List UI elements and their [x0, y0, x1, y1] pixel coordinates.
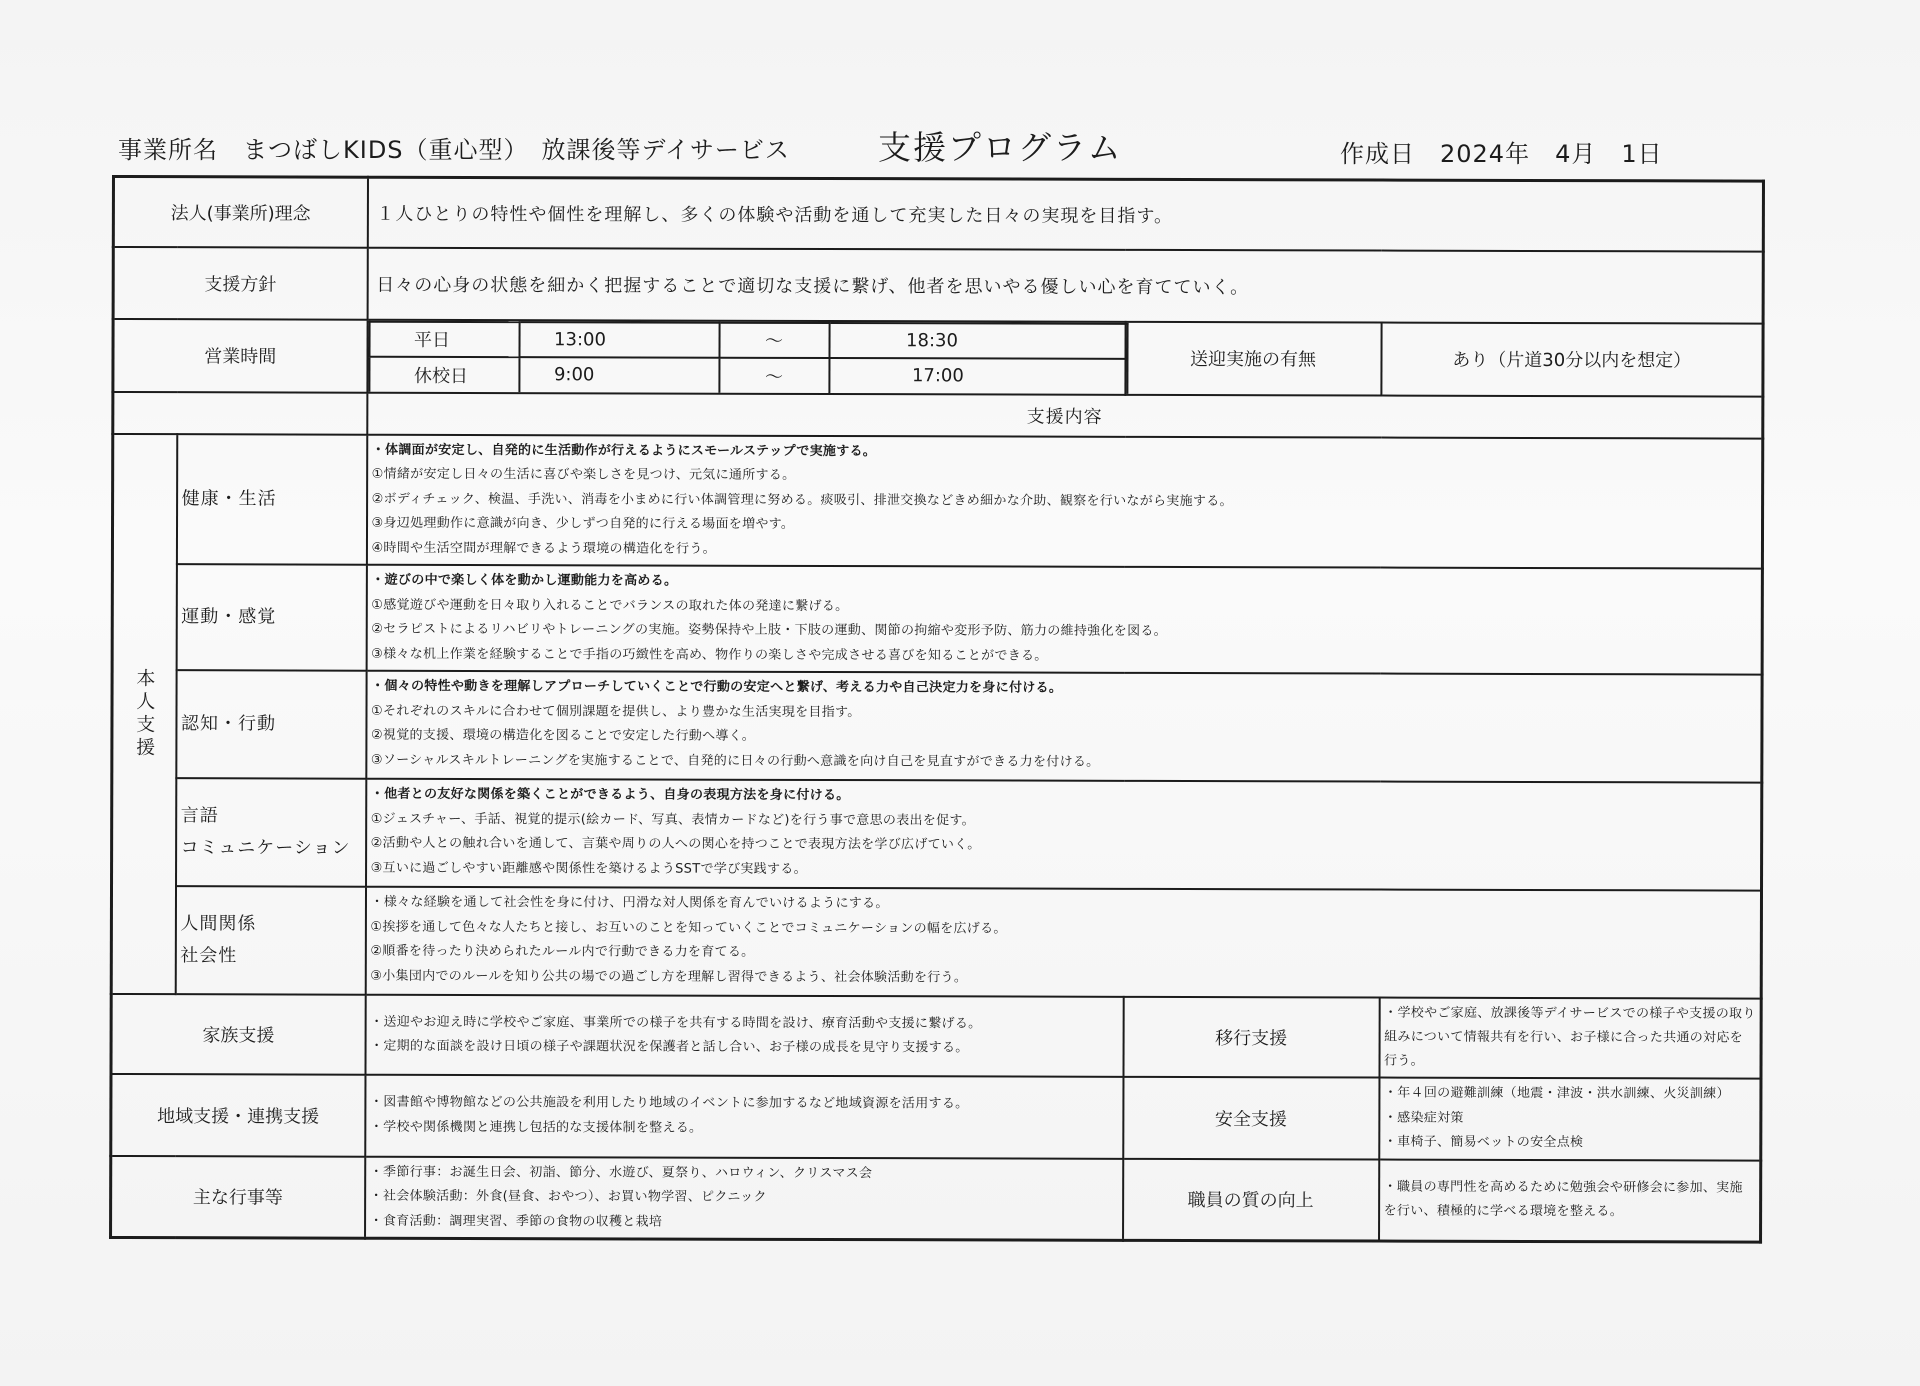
- weekday-sep: ～: [719, 322, 829, 357]
- office-name: 事業所名 まつばしKIDS（重心型） 放課後等デイサービス: [118, 136, 790, 164]
- safety-support-label: 安全支援: [1123, 1077, 1379, 1159]
- area-item: ②順番を待ったり決められたルール内で行動できる力を育てる。: [370, 943, 755, 960]
- holiday-end: 17:00: [829, 358, 1127, 394]
- area-item: ②活動や人との触れ合いを通して、言葉や周りの人への関心を持つことで表現方法を学び広げていく。: [370, 835, 981, 853]
- area-goal: ・他者との友好な関係を築くことができるよう、自身の表現方法を身に付ける。: [370, 786, 850, 804]
- family-support-label: 家族支援: [111, 994, 365, 1075]
- area-item: ①情緒が安定し日々の生活に喜びや楽しさを見つけ、元気に通所する。: [371, 466, 796, 483]
- area-row-motor: [112, 564, 1762, 675]
- area-label-communication: [176, 778, 366, 887]
- area-item: ③様々な机上作業を経験することで手指の巧緻性を高め、物作りの楽しさや完成させる喜びを知ることができる。: [371, 646, 1048, 664]
- weekday-start: 13:00: [519, 322, 719, 358]
- area-row-cognition: [112, 670, 1762, 783]
- area-item: ③小集団内でのルールを知り公共の場での過ごし方を理解し習得できるよう、社会体験活動を行う。: [370, 968, 968, 985]
- area-content-communication: [366, 779, 1762, 891]
- area-item: ①それぞれのスキルに合わせて個別課題を提供し、より豊かな生活実現を目指す。: [370, 703, 861, 720]
- area-name-line: コミュニケーション: [180, 837, 351, 859]
- area-goal: ・個々の特性や動きを理解しアプローチしていくことで行動の安定へと繋げ、考える力や自己決定力を身に付ける。: [371, 678, 1063, 696]
- holiday-label: 休校日: [369, 356, 519, 391]
- area-name-line: 言語: [180, 805, 219, 827]
- events-item: ・社会体験活動：外食(昼食、おやつ）、お買い物学習、ピクニック: [369, 1188, 767, 1205]
- personal-support-label: 本人支援: [133, 667, 156, 760]
- events-label: 主な行事等: [111, 1156, 365, 1239]
- family-support-item: ・定期的な面談を設け日頃の様子や課題状況を保護者と話し合い、お子様の成長を見守り支援する。: [370, 1038, 969, 1056]
- area-content-motor: [366, 565, 1762, 675]
- philosophy-text: １人ひとりの特性や個性を理解し、多くの体験や活動を通して充実した日々の実現を目指す。: [367, 177, 1763, 251]
- area-goal: ・体調面が安定し、自発的に生活動作が行えるようにスモールステップで実施する。: [371, 442, 877, 459]
- area-label-health: [176, 434, 366, 565]
- area-item: ①ジェスチャー、手話、視覚的提示(絵カード、写真、表情カードなど)を行う事で意思の表出を促す。: [370, 811, 976, 828]
- hours-table: [368, 320, 1128, 393]
- weekday-end: 18:30: [829, 323, 1127, 359]
- hours-label: 営業時間: [113, 319, 367, 393]
- events-row: [111, 1156, 1761, 1243]
- transport-label: 送迎実施の有無: [1125, 321, 1381, 395]
- policy-label: 支援方針: [113, 247, 367, 320]
- hours-row: [113, 319, 1763, 397]
- transition-support-label: 移行支援: [1123, 997, 1379, 1078]
- area-label-cognition: [176, 670, 366, 779]
- area-name-line: 社会性: [180, 945, 238, 967]
- transition-support-item: ・学校やご家庭、放課後等デイサービスでの様子や支援の取り組みについて情報共有を行い、お子様に合った共通の対応を行う。: [1384, 1005, 1756, 1069]
- hours-holiday-row: [369, 356, 1127, 393]
- area-item: ④時間や生活空間が理解できるよう環境の構造化を行う。: [371, 540, 716, 557]
- weekday-label: 平日: [369, 321, 519, 356]
- policy-row: [113, 247, 1763, 324]
- transport-value: あり（片道30分以内を想定）: [1381, 322, 1763, 396]
- program-table-frame: [109, 175, 1762, 1230]
- area-content-cognition: [366, 671, 1762, 783]
- policy-text: 日々の心身の状態を細かく把握することで適切な支援に繋げ、他者を思いやる優しい心を育てていく。: [367, 247, 1763, 323]
- transition-support-content: [1379, 998, 1761, 1079]
- staff-quality-content: [1379, 1159, 1761, 1242]
- area-name-line: 運動・感覚: [181, 606, 277, 628]
- support-heading-spacer: [113, 392, 367, 435]
- personal-support-label-cell: [111, 434, 177, 995]
- community-row: [111, 1074, 1761, 1160]
- community-support-item: ・学校や関係機関と連携し包括的な支援体制を整える。: [369, 1119, 703, 1136]
- area-item: ①感覚遊びや運動を日々取り入れることでバランスの取れた体の発達に繋げる。: [371, 597, 849, 614]
- events-content: [365, 1156, 1123, 1240]
- area-name-line: 認知・行動: [180, 713, 276, 735]
- staff-quality-label: 職員の質の向上: [1123, 1158, 1379, 1241]
- area-row-social: [111, 886, 1761, 999]
- area-item: ③互いに過ごしやすい距離感や関係性を築けるようSSTで学び実践する。: [370, 860, 807, 877]
- area-item: ①挨拶を通して色々な人たちと接し、お互いのことを知っていくことでコミュニケーションの幅を広げる。: [370, 919, 1007, 937]
- philosophy-label: 法人(事業所)理念: [113, 177, 367, 248]
- area-item: ②ボディチェック、検温、手洗い、消毒を小まめに行い体調管理に努める。痰吸引、排泄交換などきめ細かな介助、観察を行いながら実施する。: [371, 491, 1233, 509]
- area-content-health: [366, 434, 1762, 568]
- area-item: ②視覚的支援、環境の構造化を図ることで安定した行動へ導く。: [370, 727, 756, 744]
- family-support-item: ・送迎やお迎え時に学校やご家庭、事業所での様子を共有する時間を設け、療育活動や支援に繋げる。: [370, 1014, 982, 1031]
- document-title: 支援プログラム: [878, 128, 1123, 167]
- events-item: ・季節行事：お誕生日会、初詣、節分、水遊び、夏祭り、ハロウィン、クリスマス会: [369, 1164, 873, 1181]
- safety-support-item: ・車椅子、簡易ベットの安全点検: [1383, 1134, 1584, 1151]
- safety-support-content: [1379, 1078, 1761, 1161]
- area-goal: ・遊びの中で楽しく体を動かし運動能力を高める。: [371, 572, 678, 589]
- area-name-line: 人間関係: [180, 913, 257, 935]
- hours-weekday-row: [369, 321, 1127, 358]
- area-row-health: [112, 434, 1762, 569]
- family-support-content: [365, 995, 1123, 1077]
- staff-quality-item: ・職員の専門性を高めるために勉強会や研修会に参加、実施を行い、積極的に学べる環境を整える。: [1383, 1179, 1743, 1220]
- area-content-social: [365, 887, 1761, 999]
- hours-cell: [367, 319, 1125, 394]
- philosophy-row: [113, 177, 1763, 252]
- creation-date: 作成日 2024年 4月 1日: [1340, 140, 1663, 168]
- program-table: [109, 175, 1765, 1244]
- area-label-social: [175, 886, 365, 995]
- area-goal: ・様々な経験を通して社会性を身に付け、円滑な対人関係を育んでいけるようにする。: [370, 894, 889, 912]
- safety-support-item: ・感染症対策: [1383, 1110, 1464, 1126]
- holiday-sep: ～: [719, 357, 829, 392]
- document-header: [118, 120, 1678, 170]
- community-support-label: 地域支援・連携支援: [111, 1074, 365, 1156]
- safety-support-item: ・年４回の避難訓練（地震・津波・洪水訓練、火災訓練）: [1383, 1085, 1730, 1102]
- events-item: ・食育活動：調理実習、季節の食物の収穫と栽培: [369, 1213, 663, 1230]
- area-item: ③ソーシャルスキルトレーニングを実施することで、自発的に日々の行動へ意識を向け自己を見直すができる力を付ける。: [370, 752, 1100, 770]
- support-heading-row: [113, 392, 1763, 439]
- community-support-item: ・図書館や博物館などの公共施設を利用したり地域のイベントに参加するなど地域資源を活用する。: [369, 1094, 969, 1112]
- area-label-motor: [176, 564, 366, 671]
- family-row: [111, 994, 1761, 1079]
- area-item: ②セラピストによるリハビリやトレーニングの実施。姿勢保持や上肢・下肢の運動、関節の拘縮や変形予防、筋力の維持強化を図る。: [371, 621, 1168, 639]
- support-heading: 支援内容: [367, 392, 1763, 438]
- community-support-content: [365, 1075, 1123, 1159]
- area-item: ③身辺処理動作に意識が向き、少しずつ自発的に行える場面を増やす。: [371, 515, 795, 532]
- holiday-start: 9:00: [519, 357, 719, 393]
- area-name-line: 健康・生活: [181, 487, 277, 510]
- area-row-communication: [112, 778, 1762, 891]
